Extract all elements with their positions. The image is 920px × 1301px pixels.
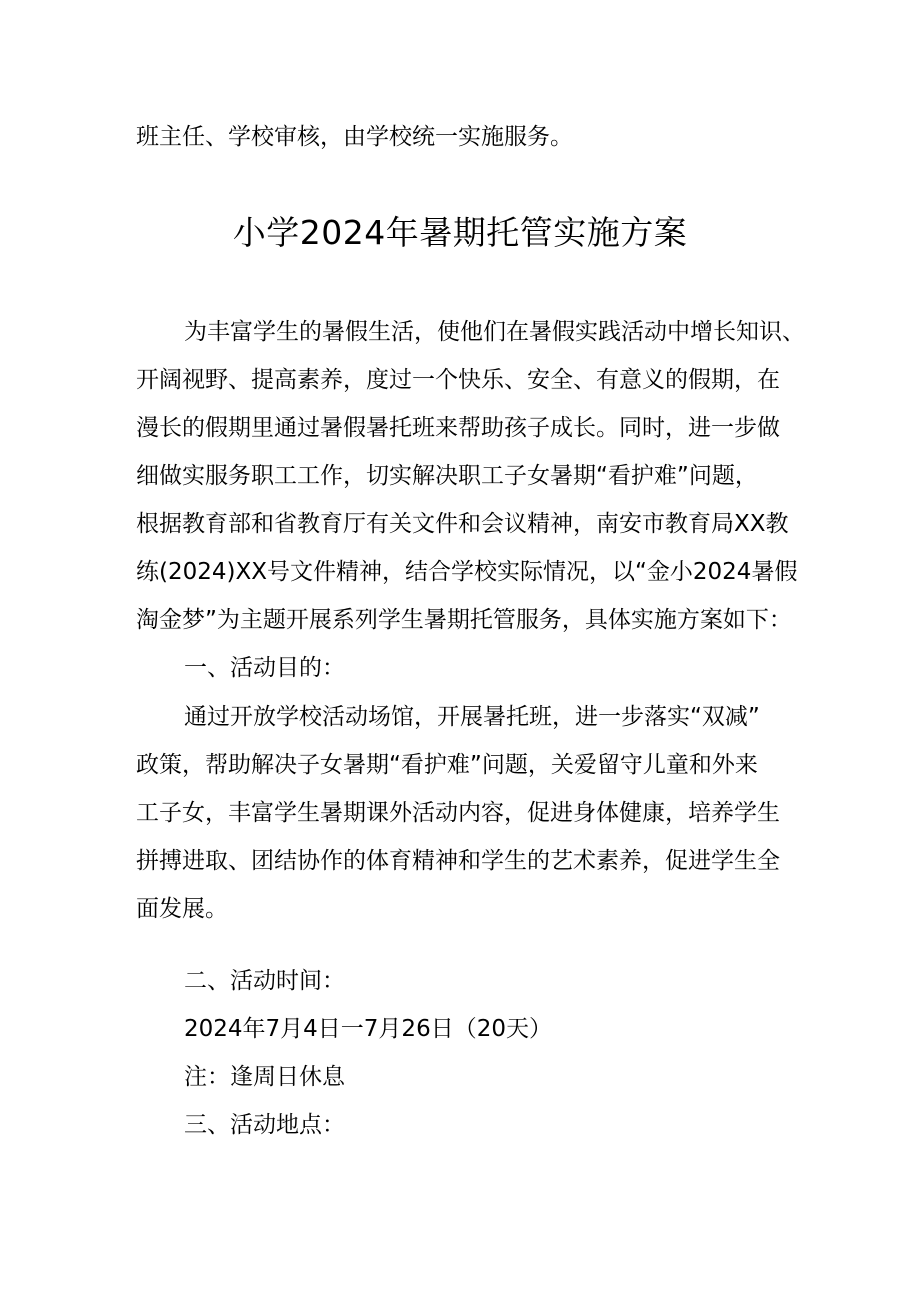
section-2-date: 2024年7月4日一7月26日（20天） — [184, 1016, 552, 1042]
section-1-line-3: 工子女，丰富学生暑期课外活动内容，促进身体健康，培养学生 — [136, 800, 780, 826]
section-1-line-2: 政策，帮助解决子女暑期“看护难”问题，关爱留守儿童和外来 — [136, 752, 758, 778]
intro-line-2: 开阔视野、提高素养，度过一个快乐、安全、有意义的假期，在 — [136, 367, 780, 393]
intro-line-6: 练(2024)XX号文件精神，结合学校实际情况，以“金小2024暑假 — [136, 559, 798, 585]
section-1-heading: 一、活动目的： — [184, 655, 345, 681]
section-1-line-1: 通过开放学校活动场馆，开展暑托班，进一步落实“双减” — [184, 704, 760, 730]
intro-line-1: 为丰富学生的暑假生活，使他们在暑假实践活动中增长知识、 — [184, 319, 805, 345]
section-1-line-5: 面发展。 — [136, 896, 228, 922]
intro-line-3: 漫长的假期里通过暑假暑托班来帮助孩子成长。同时，进一步做 — [136, 415, 780, 441]
section-2-heading: 二、活动时间： — [184, 968, 345, 994]
section-1-line-4: 拼搏进取、团结协作的体育精神和学生的艺术素养，促进学生全 — [136, 848, 780, 874]
continued-paragraph-line: 班主任、学校审核，由学校统一实施服务。 — [136, 124, 573, 150]
document-title: 小学2024年暑期托管实施方案 — [232, 213, 688, 252]
section-3-heading: 三、活动地点： — [184, 1112, 345, 1138]
intro-line-7: 淘金梦”为主题开展系列学生暑期托管服务，具体实施方案如下： — [136, 607, 792, 633]
section-2-note: 注：逢周日休息 — [184, 1064, 345, 1090]
intro-line-4: 细做实服务职工工作，切实解决职工子女暑期“看护难”问题， — [136, 463, 758, 489]
intro-line-5: 根据教育部和省教育厅有关文件和会议精神，南安市教育局XX教 — [136, 511, 789, 537]
